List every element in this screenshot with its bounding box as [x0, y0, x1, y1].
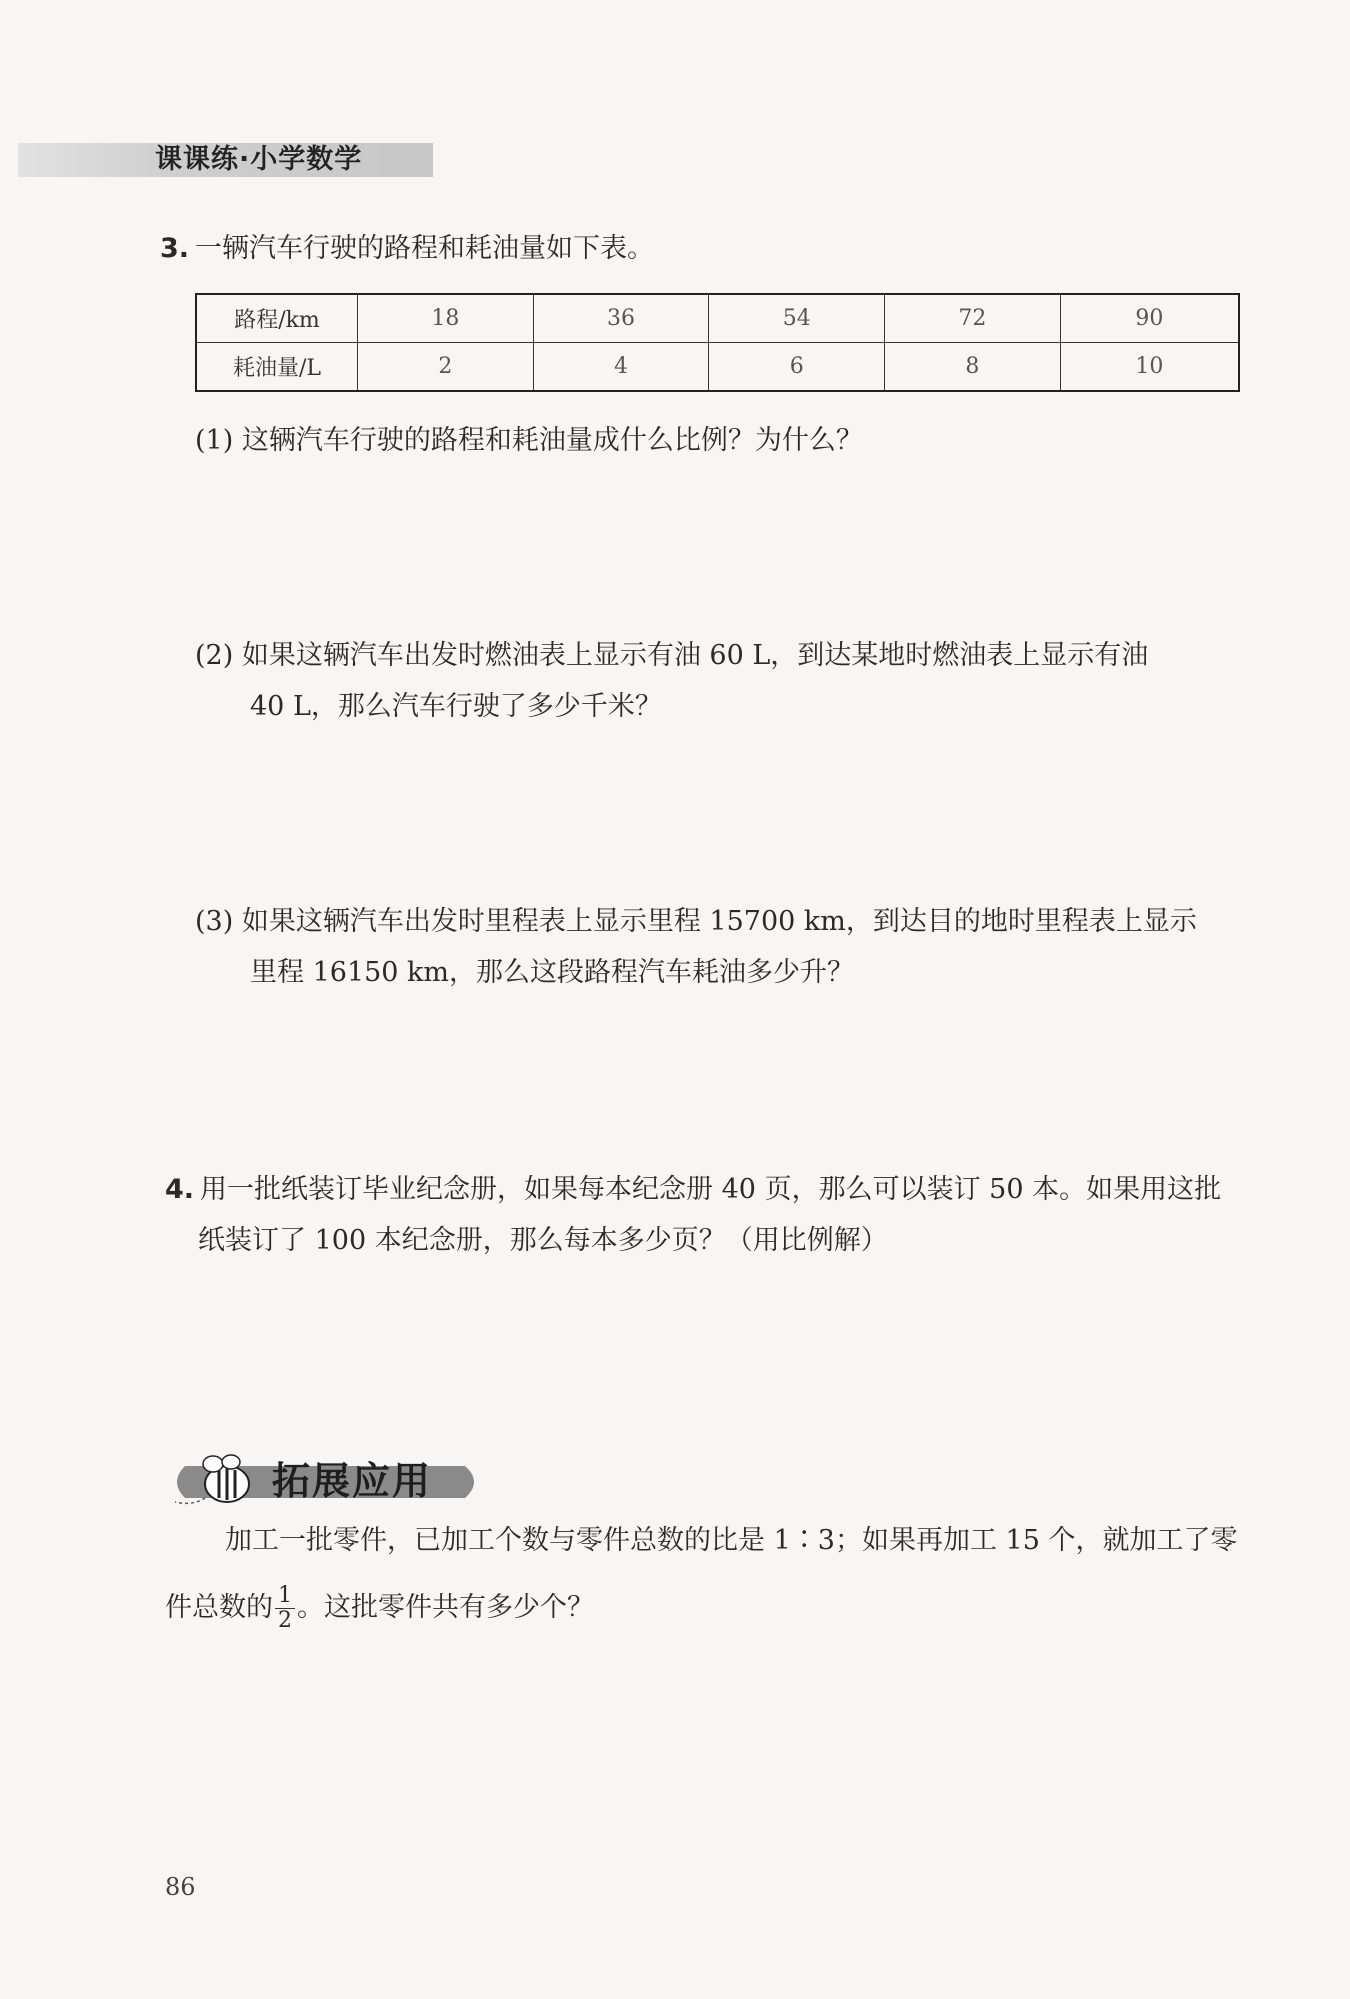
question-3-sub-1: (1) 这辆汽车行驶的路程和耗油量成什么比例？为什么？: [195, 425, 863, 456]
table-cell: 36: [533, 294, 709, 343]
question-3-sub-3-line-2: 里程 16150 km，那么这段路程汽车耗油多少升？: [250, 957, 855, 988]
extension-line-2-suffix: 。这批零件共有多少个？: [297, 1592, 594, 1623]
table-cell: 10: [1060, 343, 1239, 392]
row-header-distance: 路程/km: [196, 294, 358, 343]
table-cell: 8: [885, 343, 1061, 392]
question-3-number: 3.: [160, 233, 190, 264]
question-4-line-2: 纸装订了 100 本纪念册，那么每本多少页？（用比例解）: [198, 1225, 888, 1256]
question-4-text: 用一批纸装订毕业纪念册，如果每本纪念册 40 页，那么可以装订 50 本。如果用这批: [200, 1174, 1222, 1205]
extension-line-2: [165, 1578, 594, 1638]
row-header-fuel: 耗油量/L: [196, 343, 358, 392]
question-3-sub-3-line-1: (3) 如果这辆汽车出发时里程表上显示里程 15700 km，到达目的地时里程表上显示: [195, 906, 1197, 937]
table-cell: 2: [358, 343, 534, 392]
table-cell: 6: [709, 343, 885, 392]
extension-line-2-prefix: 件总数的: [165, 1592, 273, 1623]
fraction-denominator: 2: [278, 1608, 292, 1633]
table-cell: 72: [885, 294, 1061, 343]
question-4-number: 4.: [165, 1174, 195, 1205]
page-number: 86: [165, 1873, 196, 1901]
fraction-numerator: 1: [275, 1584, 295, 1609]
table-cell: 18: [358, 294, 534, 343]
question-4-line-1: [165, 1173, 1221, 1207]
extension-line-1: 加工一批零件，已加工个数与零件总数的比是 1∶3；如果再加工 15 个，就加工了零: [225, 1525, 1238, 1556]
question-3-sub-2-line-2: 40 L，那么汽车行驶了多少千米？: [250, 691, 662, 722]
table-row-distance: [196, 294, 1239, 343]
table-cell: 4: [533, 343, 709, 392]
fraction-one-half: [275, 1584, 295, 1633]
table-cell: 90: [1060, 294, 1239, 343]
section-title: 拓展应用: [272, 1459, 433, 1503]
question-3: [160, 232, 654, 266]
question-3-sub-2-line-1: (2) 如果这辆汽车出发时燃油表上显示有油 60 L，到达某地时燃油表上显示有油: [195, 640, 1149, 671]
table-row-fuel: [196, 343, 1239, 392]
question-3-text: 一辆汽车行驶的路程和耗油量如下表。: [195, 233, 655, 264]
table-cell: 54: [709, 294, 885, 343]
header-title: 课课练·小学数学: [155, 144, 363, 175]
distance-fuel-table: [195, 293, 1240, 392]
